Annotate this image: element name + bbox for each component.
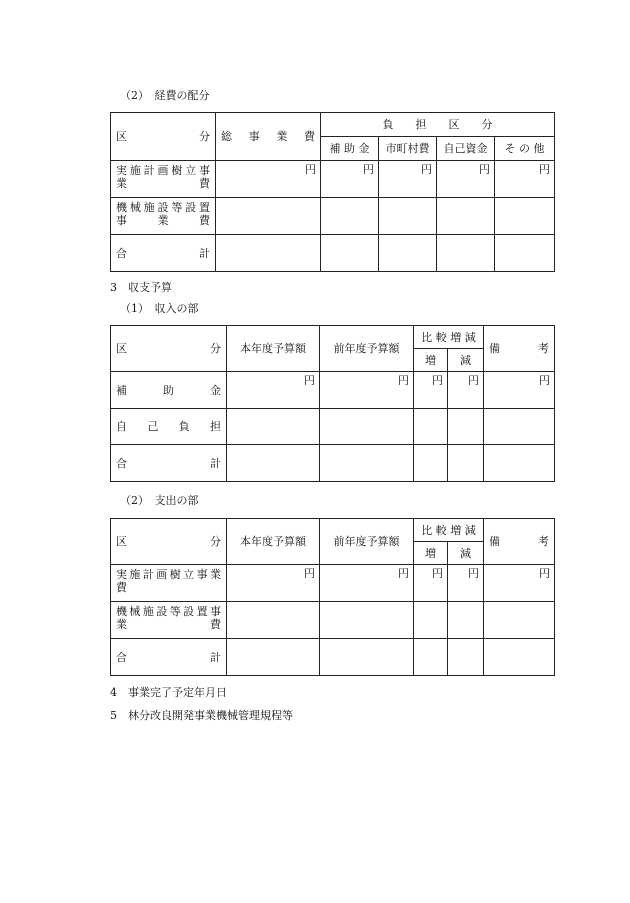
header-compare: 比 較 増 減 [414, 519, 484, 542]
row-label: 機械施設等設置 事 業 費 [111, 198, 216, 235]
yen-unit: 円 [320, 372, 414, 409]
yen-unit: 円 [227, 372, 320, 409]
row-label-total: 合 計 [111, 445, 227, 482]
yen-unit: 円 [414, 565, 448, 602]
row-label-total: 合 計 [111, 639, 227, 676]
cell [414, 602, 448, 639]
item-machinery-rules: 5 林分改良開発事業機械管理規程等 [110, 709, 293, 722]
row-label: 実施計画樹立事業 費 [111, 565, 227, 602]
section-heading-expenditure: （2） 支出の部 [120, 494, 199, 507]
yen-unit: 円 [320, 565, 414, 602]
cell [227, 602, 320, 639]
header-kubun: 区 分 [111, 519, 227, 565]
header-own-funds: 自己資金 [437, 137, 495, 161]
table-row [111, 409, 555, 445]
yen-unit: 円 [437, 161, 495, 198]
cell [414, 639, 448, 676]
cell [448, 639, 484, 676]
cell [320, 445, 414, 482]
cell [495, 235, 555, 272]
row-label-total: 合 計 [111, 235, 216, 272]
table-row [111, 445, 555, 482]
yen-unit: 円 [216, 161, 321, 198]
expense-allocation-table [110, 112, 555, 272]
cell [414, 409, 448, 445]
yen-unit: 円 [414, 372, 448, 409]
expenditure-table [110, 518, 555, 676]
header-other: そ の 他 [495, 137, 555, 161]
header-increase: 増 [414, 349, 448, 372]
cell [379, 235, 437, 272]
cell [320, 409, 414, 445]
yen-unit: 円 [321, 161, 379, 198]
cell [437, 198, 495, 235]
table-row [111, 639, 555, 676]
table-row [111, 198, 555, 235]
table-row [111, 372, 555, 409]
row-label-self-burden: 自 己 負 担 [111, 409, 227, 445]
yen-unit: 円 [448, 565, 484, 602]
cell [227, 445, 320, 482]
cell [484, 639, 555, 676]
row-label: 実施計画樹立事 業 費 [111, 161, 216, 198]
cell [484, 602, 555, 639]
row-label: 機械施設等設置事 業 費 [111, 602, 227, 639]
section-heading-budget: 3 収支予算 [110, 281, 172, 294]
header-subsidy: 補 助 金 [321, 137, 379, 161]
table-row [111, 161, 555, 198]
yen-unit: 円 [484, 372, 555, 409]
header-total-cost: 総 事 業 費 [216, 113, 321, 161]
cell [216, 235, 321, 272]
yen-unit: 円 [484, 565, 555, 602]
row-label-subsidy: 補 助 金 [111, 372, 227, 409]
cell [484, 409, 555, 445]
header-kubun: 区 分 [111, 326, 227, 372]
cell [448, 602, 484, 639]
header-burden-category: 負 担 区 分 [321, 113, 555, 137]
header-kubun: 区 分 [111, 113, 216, 161]
income-table [110, 325, 555, 482]
header-decrease: 減 [448, 349, 484, 372]
header-remarks: 備 考 [484, 519, 555, 565]
cell [414, 445, 448, 482]
header-last-year: 前年度予算額 [320, 326, 414, 372]
header-municipal: 市町村費 [379, 137, 437, 161]
cell [495, 198, 555, 235]
cell [227, 639, 320, 676]
header-this-year: 本年度予算額 [227, 326, 320, 372]
cell [484, 445, 555, 482]
yen-unit: 円 [227, 565, 320, 602]
yen-unit: 円 [379, 161, 437, 198]
item-completion-date: 4 事業完了予定年月日 [110, 686, 227, 699]
cell [448, 445, 484, 482]
section-heading-income: （1） 収入の部 [120, 302, 199, 315]
cell [321, 235, 379, 272]
header-compare: 比 較 増 減 [414, 326, 484, 349]
header-decrease: 減 [448, 542, 484, 565]
cell [379, 198, 437, 235]
table-row [111, 235, 555, 272]
yen-unit: 円 [495, 161, 555, 198]
cell [227, 409, 320, 445]
table-row [111, 602, 555, 639]
table-row [111, 565, 555, 602]
header-remarks: 備 考 [484, 326, 555, 372]
cell [216, 198, 321, 235]
header-increase: 増 [414, 542, 448, 565]
header-last-year: 前年度予算額 [320, 519, 414, 565]
cell [320, 639, 414, 676]
cell [320, 602, 414, 639]
cell [437, 235, 495, 272]
section-heading-expense-allocation: （2） 経費の配分 [120, 89, 210, 102]
cell [448, 409, 484, 445]
header-this-year: 本年度予算額 [227, 519, 320, 565]
yen-unit: 円 [448, 372, 484, 409]
cell [321, 198, 379, 235]
